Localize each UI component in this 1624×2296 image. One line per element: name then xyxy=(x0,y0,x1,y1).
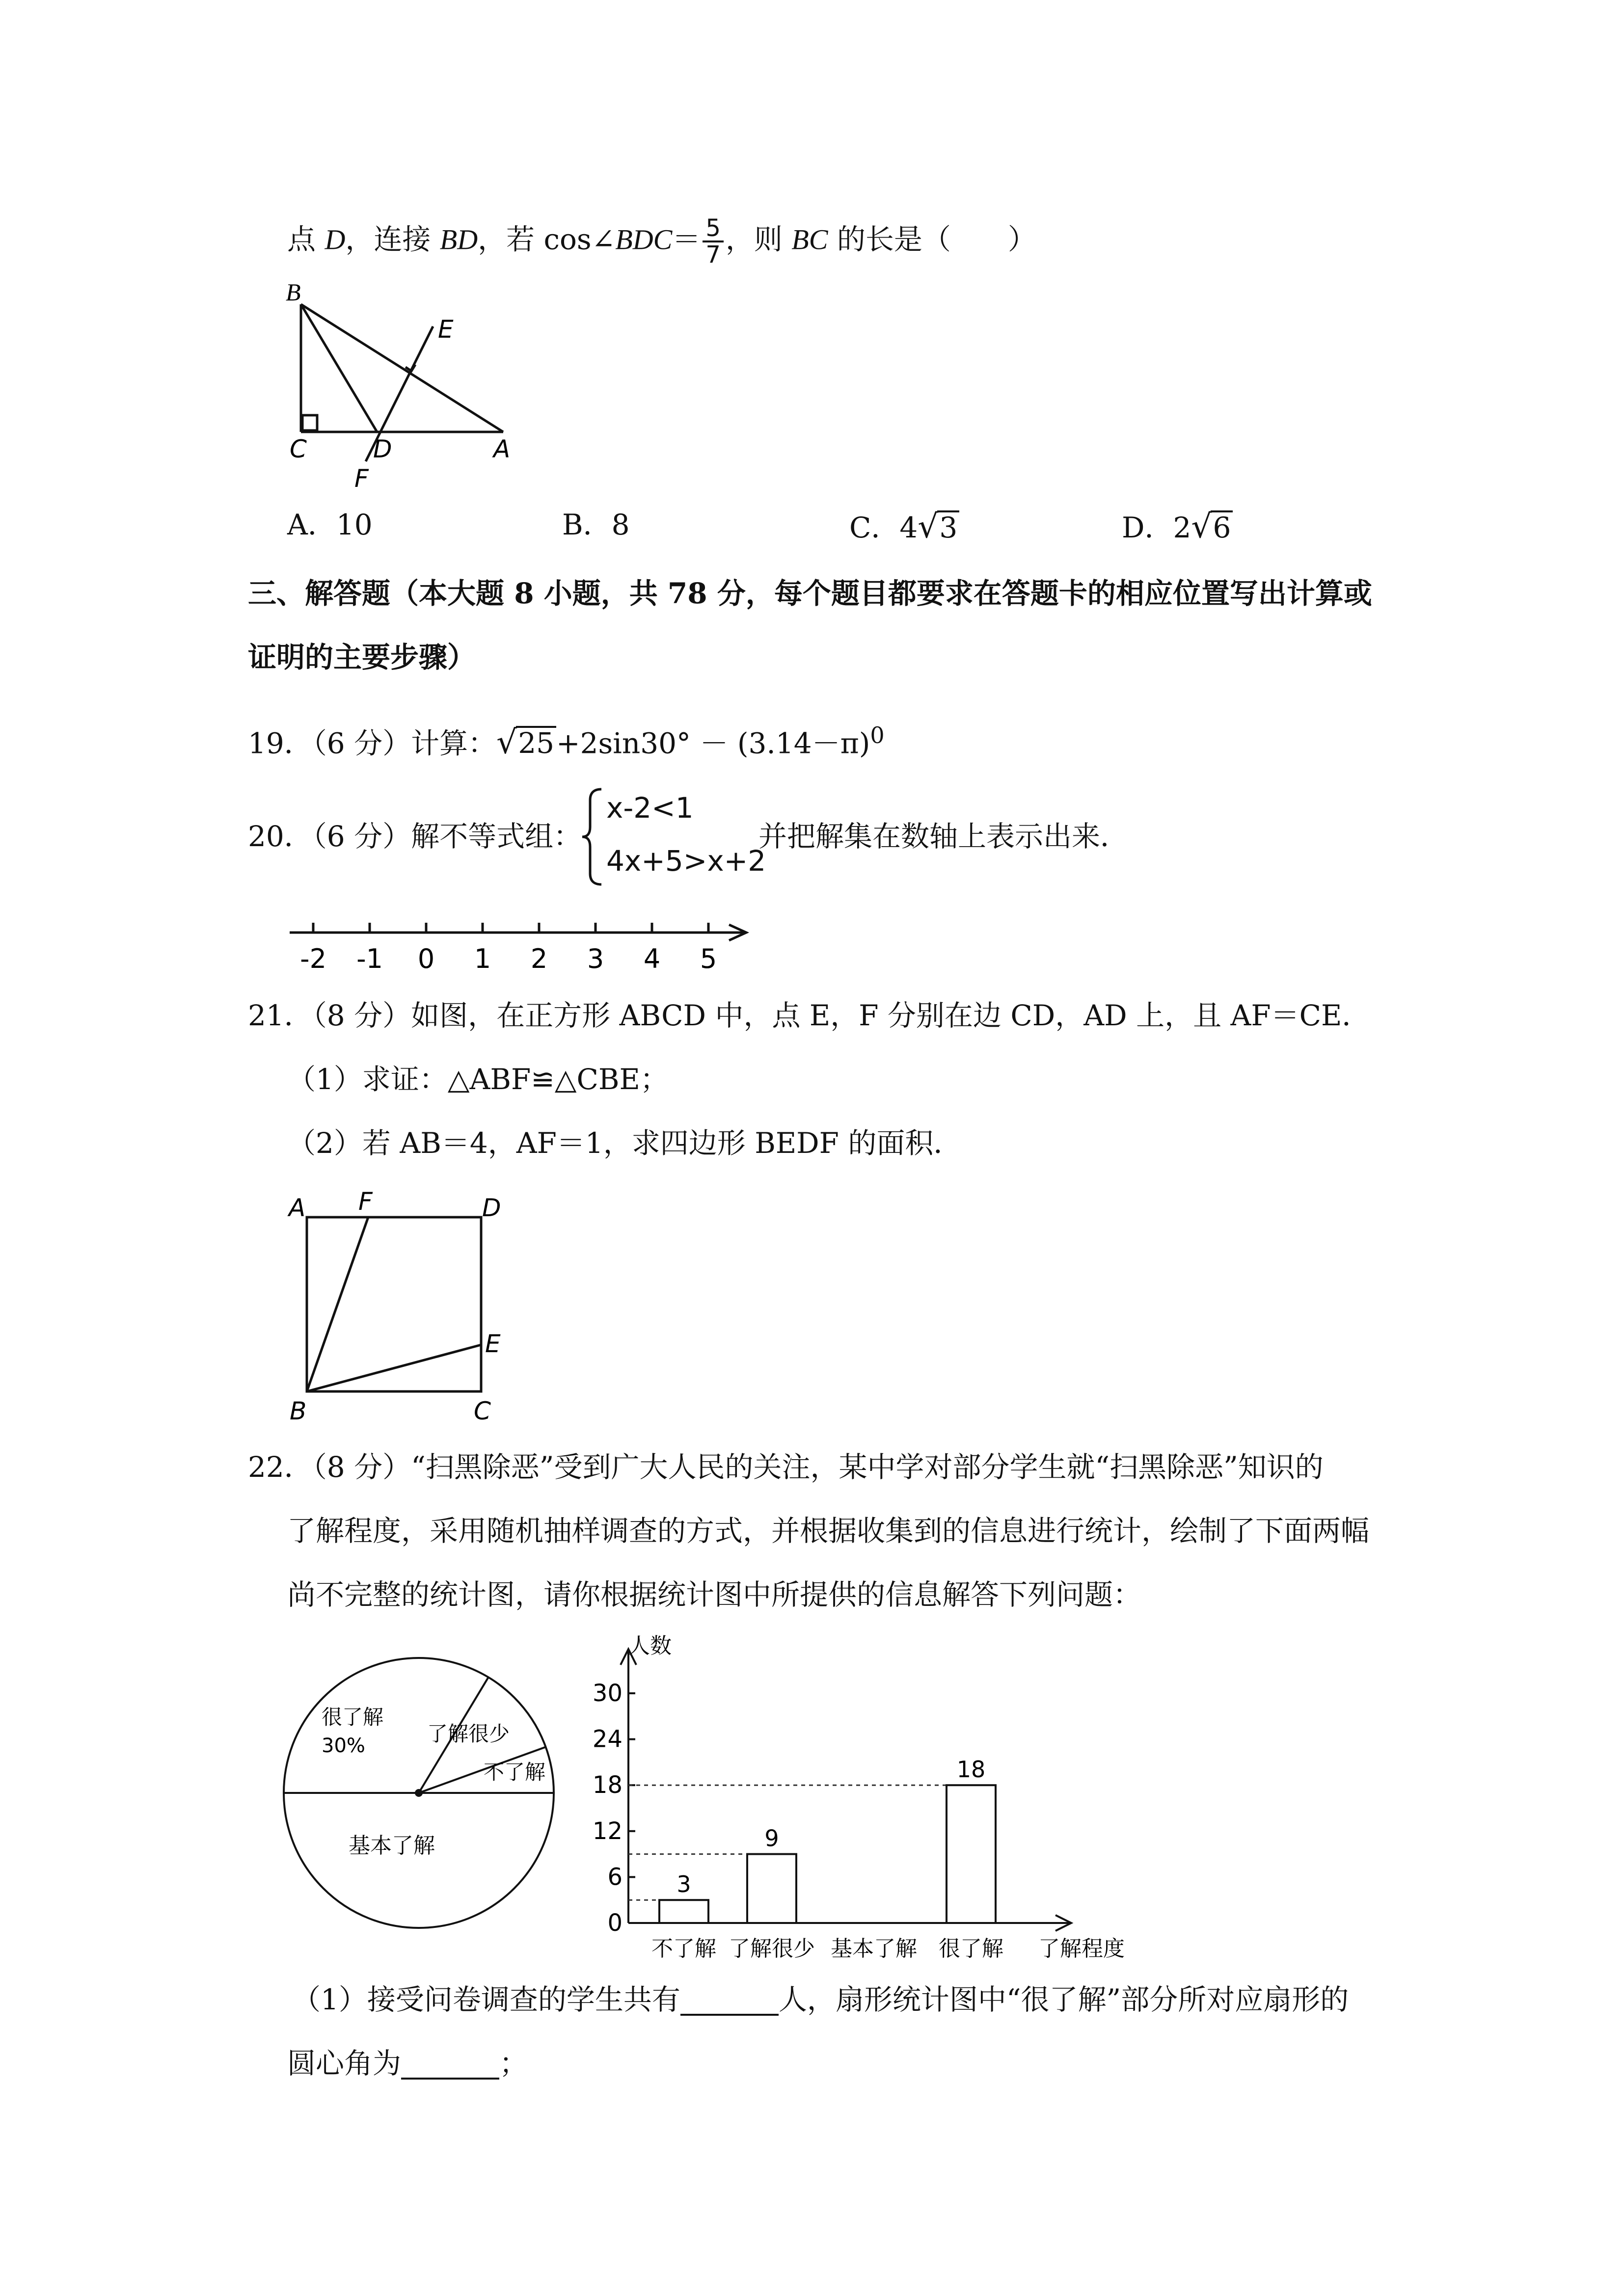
pie-label-very: 很了解 xyxy=(322,1705,384,1729)
section3-heading-line2: 证明的主要步骤） xyxy=(248,641,476,674)
right-angle-mark-c xyxy=(302,415,317,430)
pie-label-basic: 基本了解 xyxy=(349,1833,435,1858)
x-tick-label: 不了解 xyxy=(651,1936,716,1961)
number-line-label: 0 xyxy=(417,943,435,974)
q20-suffix: 并把解集在数轴上表示出来． xyxy=(758,820,1129,853)
option-a[interactable]: A．10 xyxy=(287,508,373,541)
q22-stem-line2: 了解程度，采用随机抽样调查的方式，并根据收集到的信息进行统计，绘制了下面两幅 xyxy=(287,1514,1370,1548)
q19: 19．（6 分）计算：$√25+2\sin 30^\circ - (3.14-\pi)^0$ xyxy=(248,722,885,761)
label-e: E xyxy=(438,315,454,344)
label-e: E xyxy=(485,1330,501,1358)
x-axis-label: 了解程度 xyxy=(1038,1936,1125,1961)
q18-triangle-figure xyxy=(275,275,530,491)
section3-heading-line1: 三、解答题（本大题 8 小题，共 78 分，每个题目都要求在答题卡的相应位置写出计算或 xyxy=(248,577,1372,610)
x-tick-label: 很了解 xyxy=(939,1936,1003,1961)
x-tick-label: 基本了解 xyxy=(831,1936,917,1961)
inequality-1: x-2<1 xyxy=(606,791,694,825)
answer-blank-angle[interactable] xyxy=(401,2049,499,2080)
q22-part1-line1: （1）接受问卷调查的学生共有 人，扇形统计图中“很了解”部分所对应扇形的 xyxy=(292,1983,1349,2016)
point-d: D xyxy=(325,223,346,256)
pie-label-very-pct: 30% xyxy=(322,1735,365,1757)
segment-bd: BD xyxy=(439,223,478,256)
q22-stem-line1: 22．（8 分）“扫黑除恶”受到广大人民的关注，某中学对部分学生就“扫黑除恶”知识的 xyxy=(248,1450,1324,1484)
answer-blank-total[interactable] xyxy=(680,1985,779,2016)
y-tick-label: 0 xyxy=(607,1909,623,1937)
square-abcd xyxy=(307,1217,481,1391)
number-line-label: 2 xyxy=(530,943,548,974)
angle-bdc: BDC xyxy=(615,223,673,256)
y-tick-label: 30 xyxy=(592,1680,623,1707)
number-line-label: 1 xyxy=(474,943,491,974)
y-tick-label: 24 xyxy=(592,1725,623,1753)
pie-label-none: 不了解 xyxy=(484,1760,546,1784)
label-c: C xyxy=(290,435,307,463)
q21-part2: （2）若 AB＝4，AF＝1，求四边形 BEDF 的面积． xyxy=(287,1126,962,1160)
bar-data-label: 18 xyxy=(956,1756,986,1783)
segment-bd-line xyxy=(301,304,377,432)
q21-stem: 21．（8 分）如图，在正方形 ABCD 中，点 E，F 分别在边 CD，AD 上，且 AF＝CE． xyxy=(248,999,1371,1032)
y-tick-label: 18 xyxy=(592,1771,623,1799)
y-tick-label: 12 xyxy=(592,1817,623,1845)
inequality-2: 4x+5>x+2 xyxy=(606,844,766,878)
q18-stem: 点 D，连接 BD，若 cos∠BDC＝ $\frac{5}{7}$ ，则 BC 的长是（ ） xyxy=(287,214,1036,269)
y-axis-label: 人数 xyxy=(628,1633,672,1658)
q22-part1-line2: 圆心角为 ； xyxy=(287,2047,528,2080)
q21-square-figure xyxy=(280,1183,535,1428)
label-f: F xyxy=(358,1187,373,1216)
bar-1 xyxy=(747,1854,796,1923)
number-line-label: 5 xyxy=(700,943,717,974)
number-line[interactable] xyxy=(285,913,756,977)
label-f: F xyxy=(354,464,369,491)
q22-stem-line3: 尚不完整的统计图，请你根据统计图中所提供的信息解答下列问题： xyxy=(287,1578,1142,1611)
number-line-label: -2 xyxy=(300,943,326,974)
q21-part1: （1）求证：△ABF≌△CBE； xyxy=(287,1063,669,1096)
bar-data-label: 9 xyxy=(764,1825,779,1852)
fraction-5-7: $\frac{5}{7}$ xyxy=(703,216,724,267)
label-b: B xyxy=(290,1397,307,1425)
label-b: B xyxy=(286,278,301,306)
x-tick-label: 了解很少 xyxy=(729,1936,815,1961)
number-line-label: 4 xyxy=(643,943,661,974)
bar-data-label: 3 xyxy=(677,1871,691,1898)
segment-bf xyxy=(307,1217,368,1391)
bar-0 xyxy=(659,1900,708,1923)
pie-chart xyxy=(282,1656,567,1941)
label-c: C xyxy=(474,1397,491,1425)
system-brace xyxy=(579,785,609,888)
y-tick-label: 6 xyxy=(607,1863,623,1891)
option-c[interactable]: C．4√3 xyxy=(849,510,959,544)
label-d: D xyxy=(482,1194,501,1222)
side-ba xyxy=(301,304,503,432)
label-a: A xyxy=(493,435,511,463)
pie-label-little: 了解很少 xyxy=(427,1722,510,1746)
label-a: A xyxy=(289,1194,306,1222)
bar-chart xyxy=(560,1629,1149,1963)
q20-prefix: 20．（6 分）解不等式组： xyxy=(248,820,582,853)
number-line-label: -1 xyxy=(356,943,383,974)
bar-3 xyxy=(947,1785,996,1923)
pie-center xyxy=(415,1789,423,1797)
segment-be xyxy=(307,1345,481,1391)
label-d: D xyxy=(373,435,392,463)
option-b[interactable]: B．8 xyxy=(562,508,630,541)
option-d[interactable]: D．2√6 xyxy=(1122,510,1233,544)
number-line-label: 3 xyxy=(587,943,604,974)
segment-bc: BC xyxy=(791,223,828,256)
